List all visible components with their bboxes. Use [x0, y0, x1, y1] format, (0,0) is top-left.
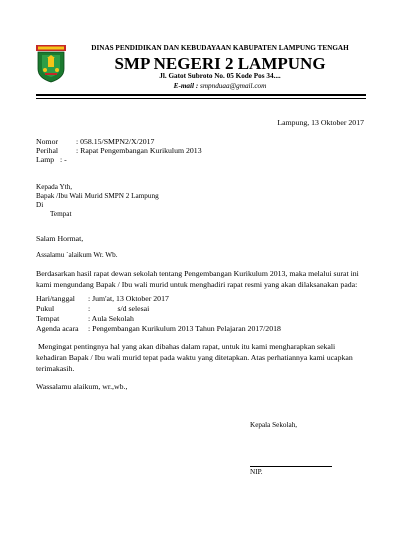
schedule-row	[36, 324, 281, 334]
schedule-label: Agenda acara	[36, 324, 79, 333]
closing-paragraph: Mengingat pentingnya hal yang akan dibahas dalam rapat, untuk itu kami mengharapkan sekali kehadiran Bapak / Ibu wali murid tepat pada waktu yang ditetapkan. Atas perhatiannya kami ucapkan terimakasih.	[36, 342, 355, 373]
perihal-value: : Rapat Pengembangan Kurikulum 2013	[76, 146, 202, 155]
schedule-row	[36, 304, 149, 314]
schedule-value: : s/d selesai	[88, 304, 150, 313]
recipient-place: Tempat	[50, 210, 72, 218]
schedule-label: Hari/tanggal	[36, 294, 75, 303]
school-name: SMP NEGERI 2 LAMPUNG	[114, 54, 326, 73]
lamp-line	[36, 155, 67, 165]
schedule-row	[36, 294, 169, 304]
wassalam: Wassalamu alaikum, wr.,wb.,	[36, 382, 128, 391]
signature-title: Kepala Sekolah,	[250, 421, 298, 429]
schedule-label: Tempat	[36, 314, 60, 323]
school-address: Jl. Gatot Subroto No. 05 Kode Pos 34....	[159, 72, 281, 80]
email-label: E-mail :	[173, 82, 199, 90]
recipient-salutation: Kepada Yth,	[36, 183, 73, 191]
schedule-label: Pukul	[36, 304, 55, 313]
greeting: Salam Hormat,	[36, 234, 84, 243]
lamp-value: : -	[60, 155, 67, 164]
salam: Assalamu `alaikum Wr. Wb.	[36, 251, 118, 259]
agency-name: DINAS PENDIDIKAN DAN KEBUDAYAAN KABUPATEN LAMPUNG TENGAH	[91, 44, 349, 52]
recipient-name: Bapak /Ibu Wali Murid SMPN 2 Lampung	[36, 192, 159, 200]
perihal-label: Perihal	[36, 146, 59, 155]
schedule-value: : Jum'at, 13 Oktober 2017	[88, 294, 169, 303]
school-crest-icon	[36, 45, 66, 83]
schedule-value: : Aula Sekolah	[88, 314, 134, 323]
letterhead-rule-thick	[36, 94, 366, 96]
email-address: smpnduaa@gmail.com	[200, 82, 267, 90]
letter-date: Lampung, 13 Oktober 2017	[277, 118, 364, 127]
recipient-di: Di	[36, 201, 44, 209]
nomor-label: Nomor	[36, 137, 59, 146]
body-paragraph: Berdasarkan hasil rapat dewan sekolah tentang Pengembangan Kurikulum 2013, maka melalui surat ini kami mengundang Bapak / Ibu wali murid untuk menghadiri rapat resmi yang akan dilaksanakan pada:	[36, 269, 359, 289]
signature-nip: NIP.	[250, 468, 263, 476]
lamp-label: Lamp	[36, 155, 55, 164]
letterhead-rule-thin	[36, 98, 366, 99]
schedule-value: : Pengembangan Kurikulum 2013 Tahun Pelajaran 2017/2018	[88, 324, 281, 333]
nomor-value: : 058.15/SMPN2/X/2017	[76, 137, 155, 146]
school-email-line	[70, 82, 370, 90]
signature-line	[250, 466, 332, 467]
schedule-row	[36, 314, 134, 324]
